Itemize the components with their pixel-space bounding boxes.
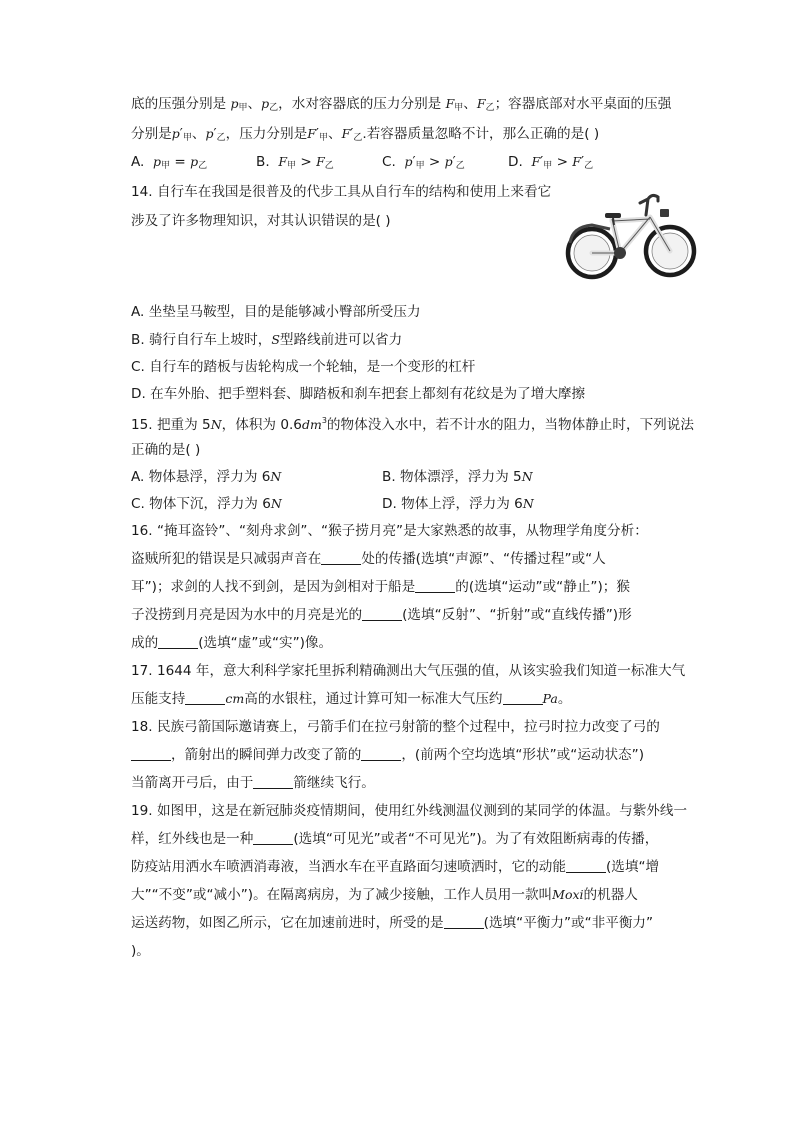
q14-option-a: A. 坐垫呈马鞍型，目的是能够减小臀部所受压力 — [131, 304, 421, 320]
q18-line-2: ，箭射出的瞬间弹力改变了箭的 ，(前两个空均选填“形状”或“运动状态”) — [131, 745, 644, 765]
q14-stem-line-2: 涉及了许多物理知识，对其认识错误的是( ) — [131, 213, 391, 229]
q17-line-2: 压能支持 cm高的水银柱，通过计算可知一标准大气压约 Pa。 — [131, 691, 572, 707]
q14-option-d: D. 在车外胎、把手塑料套、脚踏板和刹车把套上都刻有花纹是为了增大摩擦 — [131, 386, 586, 402]
q18-line-3: 当箭离开弓后，由于 箭继续飞行。 — [131, 775, 375, 791]
q13-line-1: 底的压强分别是 $p_甲$、$p_乙$，水对容器底的压力分别是 $F_甲$、$F_乙$；容器底部对水平桌面的压强 — [131, 96, 672, 113]
q19-line-5: 运送药物，如图乙所示，它在加速前进时，所受的是 (选填“平衡力”或“非平衡力” — [131, 915, 654, 931]
q15-option-b: B. 物体漂浮，浮力为 5N — [382, 469, 533, 485]
q14-option-c: C. 自行车的踏板与齿轮构成一个轮轴，是一个变形的杠杆 — [131, 359, 476, 375]
q15-stem-line-2: 正确的是( ) — [131, 442, 201, 458]
answer-blank — [566, 858, 606, 873]
q13-option-b: B. $F_甲 > F_乙$ — [256, 154, 334, 171]
q14-stem-line-1: 14. 自行车在我国是很普及的代步工具从自行车的结构和使用上来看它 — [131, 184, 552, 200]
answer-blank — [185, 690, 225, 705]
answer-blank — [158, 634, 198, 649]
answer-blank — [503, 690, 543, 705]
q17-line-1: 17. 1644 年，意大利科学家托里拆利精确测出大气压强的值，从该实验我们知道一标准大气 — [131, 663, 686, 679]
q14-option-b: B. 骑行自行车上坡时，S型路线前进可以省力 — [131, 332, 403, 348]
q13-line-2: 分别是$p'_甲$、$p'_乙$，压力分别是$F'_甲$、$F'_乙$.若容器质量忽略不计，那么正确的是( ) — [131, 126, 600, 143]
answer-blank — [321, 550, 361, 565]
answer-blank — [131, 746, 171, 761]
q19-line-4: 大”“不变”或“减小”)。在隔离病房，为了减少接触，工作人员用一款叫Moxi的机器人 — [131, 887, 638, 903]
q16-line-5: 成的 (选填“虚”或“实”)像。 — [131, 635, 333, 651]
q15-stem-line-1: 15. 把重为 5N，体积为 $0.6dm^3$的物体没入水中，若不计水的阻力，当物体静止时，下列说法 — [131, 416, 694, 433]
q16-line-3: 耳”)；求剑的人找不到剑，是因为剑相对于船是 的(选填“运动”或“静止”)；猴 — [131, 579, 630, 595]
answer-blank — [444, 914, 484, 929]
q19-line-2: 样，红外线也是一种 (选填“可见光”或者“不可见光”)。为了有效阻断病毒的传播， — [131, 831, 659, 847]
answer-blank — [361, 746, 401, 761]
q16-line-2: 盗贼所犯的错误是只减弱声音在 处的传播(选填“声源”、“传播过程”或“人 — [131, 551, 606, 567]
q19-line-1: 19. 如图甲，这是在新冠肺炎疫情期间，使用红外线测温仪测到的某同学的体温。与紫外线一 — [131, 803, 688, 819]
q16-line-1: 16. “掩耳盗铃”、“刻舟求剑”、“猴子捞月亮”是大家熟悉的故事，从物理学角度分析： — [131, 523, 648, 539]
q19-line-6: )。 — [131, 943, 150, 959]
q18-line-1: 18. 民族弓箭国际邀请赛上，弓箭手们在拉弓射箭的整个过程中，拉弓时拉力改变了弓的 — [131, 719, 660, 735]
answer-blank — [415, 578, 455, 593]
q15-option-d: D. 物体上浮，浮力为 6N — [382, 496, 534, 512]
bicycle-image — [562, 191, 700, 281]
q19-line-3: 防疫站用洒水车喷洒消毒液，当洒水车在平直路面匀速喷洒时，它的动能 (选填“增 — [131, 859, 660, 875]
answer-blank — [362, 606, 402, 621]
q15-option-c: C. 物体下沉，浮力为 6N — [131, 496, 282, 512]
q15-option-a: A. 物体悬浮，浮力为 6N — [131, 469, 282, 485]
q13-option-c: C. $p'_甲 > p'_乙$ — [382, 154, 465, 171]
answer-blank — [253, 774, 293, 789]
answer-blank — [253, 830, 293, 845]
q13-option-a: A. $p_甲 = p_乙$ — [131, 154, 208, 171]
q16-line-4: 子没捞到月亮是因为水中的月亮是光的 (选填“反射”、“折射”或“直线传播”)形 — [131, 607, 632, 623]
q13-option-d: D. $F'_甲 > F'_乙$ — [508, 154, 594, 171]
